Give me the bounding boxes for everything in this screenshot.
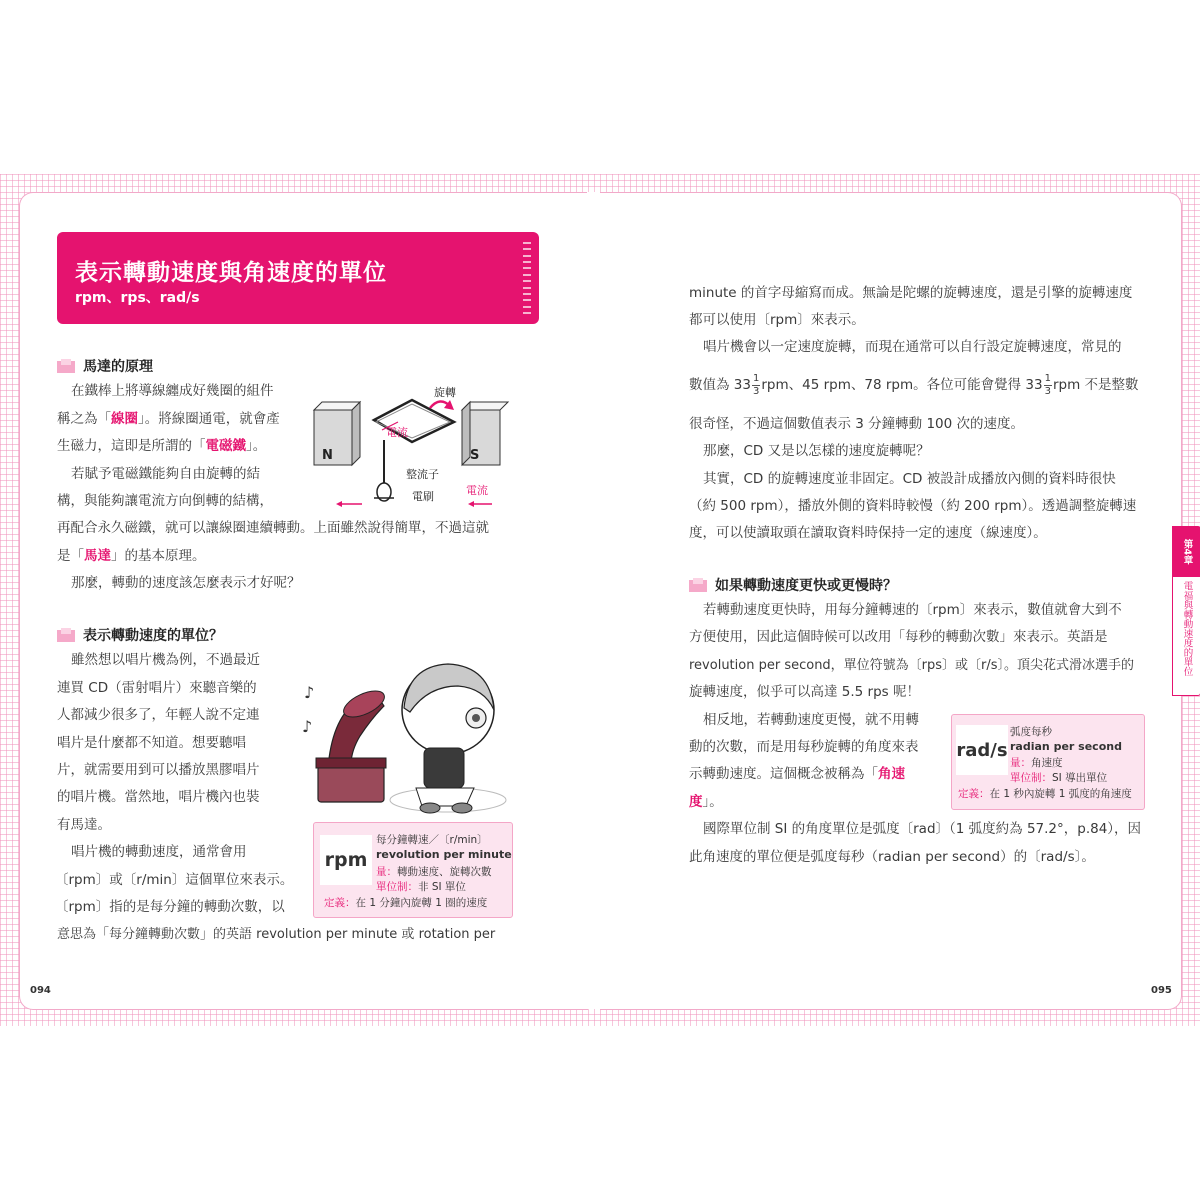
text-line: 那麼，CD 又是以怎樣的速度旋轉呢？ [703, 443, 930, 459]
unit-definition: 定義：在 1 秒內旋轉 1 弧度的角速度 [958, 788, 1132, 800]
chapter-number: 第4章 [1173, 527, 1200, 577]
text-line: 相反地，若轉動速度更慢，就不用轉 [703, 712, 919, 728]
text-line: 〔rpm〕或〔r/min〕這個單位來表示。 [55, 872, 294, 888]
unit-english: radian per second [1010, 740, 1122, 753]
heading-marker-icon [689, 578, 707, 592]
motor-diagram [312, 380, 522, 520]
text-line: 生磁力，這即是所謂的「電磁鐵」。 [57, 438, 267, 454]
text-line: 〔rpm〕指的是每分鐘的轉動次數，以 [55, 899, 285, 915]
text-line: 動的次數，而是用每秒旋轉的角度來表 [689, 739, 919, 755]
heading-marker-icon [57, 628, 75, 642]
text-line: 若轉動速度更快時，用每分鐘轉速的〔rpm〕來表示，數值就會大到不 [703, 602, 1122, 618]
text-line: 構，與能夠讓電流方向倒轉的結構， [57, 493, 273, 509]
text-line: 稱之為「線圈」。將線圈通電，就會產 [57, 411, 280, 427]
book-spine [587, 192, 600, 1009]
text-line: 示轉動速度。這個概念被稱為「角速 [689, 766, 905, 782]
unit-symbol: rpm [320, 835, 372, 885]
page-number-left: 094 [30, 985, 51, 996]
text-line: 國際單位制 SI 的角度單位是弧度〔rad〕（1 弧度約為 57.2°，p.84），因 [703, 821, 1142, 837]
title-banner [57, 232, 539, 324]
unit-system: 單位制：SI 導出單位 [1010, 772, 1108, 784]
svg-text:♪: ♪ [302, 717, 313, 736]
title-decoration [523, 242, 531, 314]
unit-quantity: 量：轉動速度、旋轉次數 [376, 866, 492, 878]
text-line: 度，可以使讀取頭在讀取資料時保持一定的速度（線速度）。 [689, 525, 1047, 541]
text-line: 再配合永久磁鐵，就可以讓線圈連續轉動。上面雖然說得簡單，不過這就 [57, 520, 489, 536]
fraction: $\frac{1}{3}$ [752, 372, 760, 397]
text-line: （約 500 rpm），播放外側的資料時較慢（約 200 rpm）。透過調整旋轉速 [689, 498, 1137, 514]
text-line: 意思為「每分鐘轉動次數」的英語 revolution per minute 或 rotation per [57, 927, 496, 942]
unit-card-rad-per-second [951, 714, 1145, 810]
label-south: S [470, 448, 480, 463]
text-line: 度」。 [689, 794, 723, 810]
unit-symbol: rad/s [956, 725, 1008, 775]
unit-definition: 定義：在 1 分鐘內旋轉 1 圈的速度 [324, 897, 488, 909]
text-line: 若賦予電磁鐵能夠自由旋轉的結 [71, 466, 260, 482]
page-number-right: 095 [1151, 985, 1172, 996]
text-line: 連買 CD（雷射唱片）來聽音樂的 [57, 680, 257, 696]
section-heading-rotation-unit: 表示轉動速度的單位？ [57, 625, 223, 645]
svg-text:♪: ♪ [304, 683, 315, 702]
fraction: $\frac{1}{3}$ [1044, 372, 1051, 397]
text-line: 片，就需要用到可以播放黑膠唱片 [57, 762, 260, 778]
text-line: minute 的首字母縮寫而成。無論是陀螺的旋轉速度，還是引擎的旋轉速度 [689, 285, 1133, 301]
unit-english: revolution per minute [376, 848, 512, 861]
unit-name: 每分鐘轉速／〔r/min〕 [376, 834, 488, 846]
chapter-section-title: 電福與轉動速度的單位 [1181, 581, 1193, 676]
label-brush: 電刷 [412, 490, 434, 503]
text-line: 在鐵棒上將導線纏成好幾圈的組件 [71, 383, 274, 399]
chapter-tab[interactable] [1172, 526, 1200, 696]
text-line: 雖然想以唱片機為例，不過最近 [71, 652, 260, 668]
label-current: 電流 [466, 484, 488, 497]
text-line: 很奇怪，不過這個數值表示 3 分鐘轉動 100 次的速度。 [689, 416, 1025, 432]
page-title: 表示轉動速度與角速度的單位 [75, 260, 387, 286]
unit-system: 單位制：非 SI 單位 [376, 881, 466, 893]
text-line: 是「馬達」的基本原理。 [57, 548, 206, 564]
text-line: 旋轉速度，似乎可以高達 5.5 rps 呢！ [689, 684, 920, 700]
label-commutator: 整流子 [406, 468, 439, 481]
text-line: 此角速度的單位便是弧度每秒（radian per second）的〔rad/s〕。 [689, 849, 1095, 865]
text-line: 方便使用，因此這個時候可以改用「每秒的轉動次數」來表示。英語是 [689, 629, 1108, 645]
section-heading-motor: 馬達的原理 [57, 356, 153, 376]
text-line: 數值為 33 $\frac{1}{3}$ rpm、45 rpm、78 rpm。各位可能會覺得 33 $\frac{1}{3}$ rpm 不是整數 [689, 372, 1139, 397]
label-north: N [322, 448, 333, 463]
unit-name: 弧度每秒 [1010, 726, 1052, 738]
text-line: 都可以使用〔rpm〕來表示。 [689, 312, 865, 328]
unit-card-rpm [313, 822, 513, 918]
label-rotation: 旋轉 [434, 386, 456, 399]
gramophone-illustration [298, 648, 510, 820]
text-line: 那麼，轉動的速度該怎麼表示才好呢？ [71, 575, 301, 591]
label-current: 電流 [386, 426, 408, 439]
text-line: revolution per second，單位符號為〔rps〕或〔r/s〕。頂尖花式滑冰選手的 [689, 658, 1135, 673]
text-line: 有馬達。 [57, 817, 111, 833]
text-line: 人都減少很多了，年輕人說不定連 [57, 707, 260, 723]
heading-marker-icon [57, 359, 75, 373]
text-line: 的唱片機。當然地，唱片機內也裝 [57, 789, 260, 805]
text-line: 唱片是什麼都不知道。想要聽唱 [57, 735, 246, 751]
text-line: 唱片機的轉動速度，通常會用 [71, 844, 247, 860]
text-line: 唱片機會以一定速度旋轉，而現在通常可以自行設定旋轉速度，常見的 [703, 339, 1122, 355]
unit-quantity: 量：角速度 [1010, 757, 1063, 769]
section-heading-faster-slower: 如果轉動速度更快或更慢時？ [689, 575, 897, 595]
page-subtitle: rpm、rps、rad/s [75, 290, 200, 306]
text-line: 其實，CD 的旋轉速度並非固定。CD 被設計成播放內側的資料時很快 [703, 471, 1116, 487]
